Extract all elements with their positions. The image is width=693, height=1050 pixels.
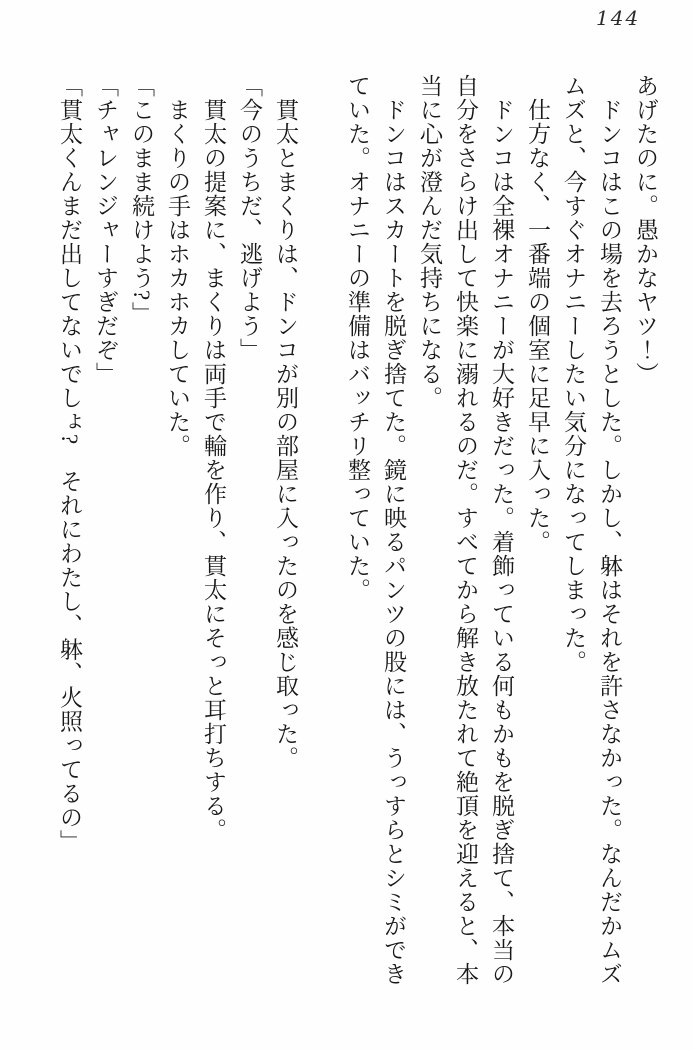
text-line: 当に心が澄んだ気持ちになる。 — [417, 74, 442, 410]
text-line: 仕方なく、一番端の個室に足早に入った。 — [525, 74, 550, 554]
text-line: 貫太とまくりは、ドンコが別の部屋に入ったのを感じ取った。 — [273, 74, 298, 770]
text-line: あげたのに。愚かなヤツ！） — [633, 74, 658, 386]
text-line: 「貫太くんまだ出してないでしょ? それにわたし、躰、火照ってるの」 — [57, 74, 82, 854]
page-number: 144 — [596, 6, 641, 30]
text-line: ドンコは全裸オナニーが大好きだった。着飾っている何もかもを脱ぎ捨て、本当の — [489, 74, 514, 986]
text-line: ドンコはスカートを脱ぎ捨てた。鏡に映るパンツの股には、うっすらとシミができ — [381, 74, 406, 986]
text-line: 自分をさらけ出して快楽に溺れるのだ。すべてから解き放たれて絶頂を迎えると、本 — [453, 74, 478, 986]
text-line: 貫太の提案に、まくりは両手で輪を作り、貫太にそっと耳打ちする。 — [201, 74, 226, 842]
page-body — [51, 74, 663, 996]
text-line: 「今のうちだ、逃げよう」 — [237, 74, 262, 362]
text-line: ドンコはこの場を去ろうとした。しかし、躰はそれを許さなかった。なんだかムズ — [597, 74, 622, 986]
text-line-blank — [303, 74, 339, 996]
text-line: 「チャレンジャーすぎだぞ」 — [93, 74, 118, 386]
text-line: ムズと、今すぐオナニーしたい気分になってしまった。 — [561, 74, 586, 674]
text-line: ていた。オナニーの準備はバッチリ整っていた。 — [345, 74, 370, 602]
text-line: まくりの手はホカホカしていた。 — [165, 74, 190, 458]
text-line: 「このまま続けよう?」 — [129, 74, 154, 326]
